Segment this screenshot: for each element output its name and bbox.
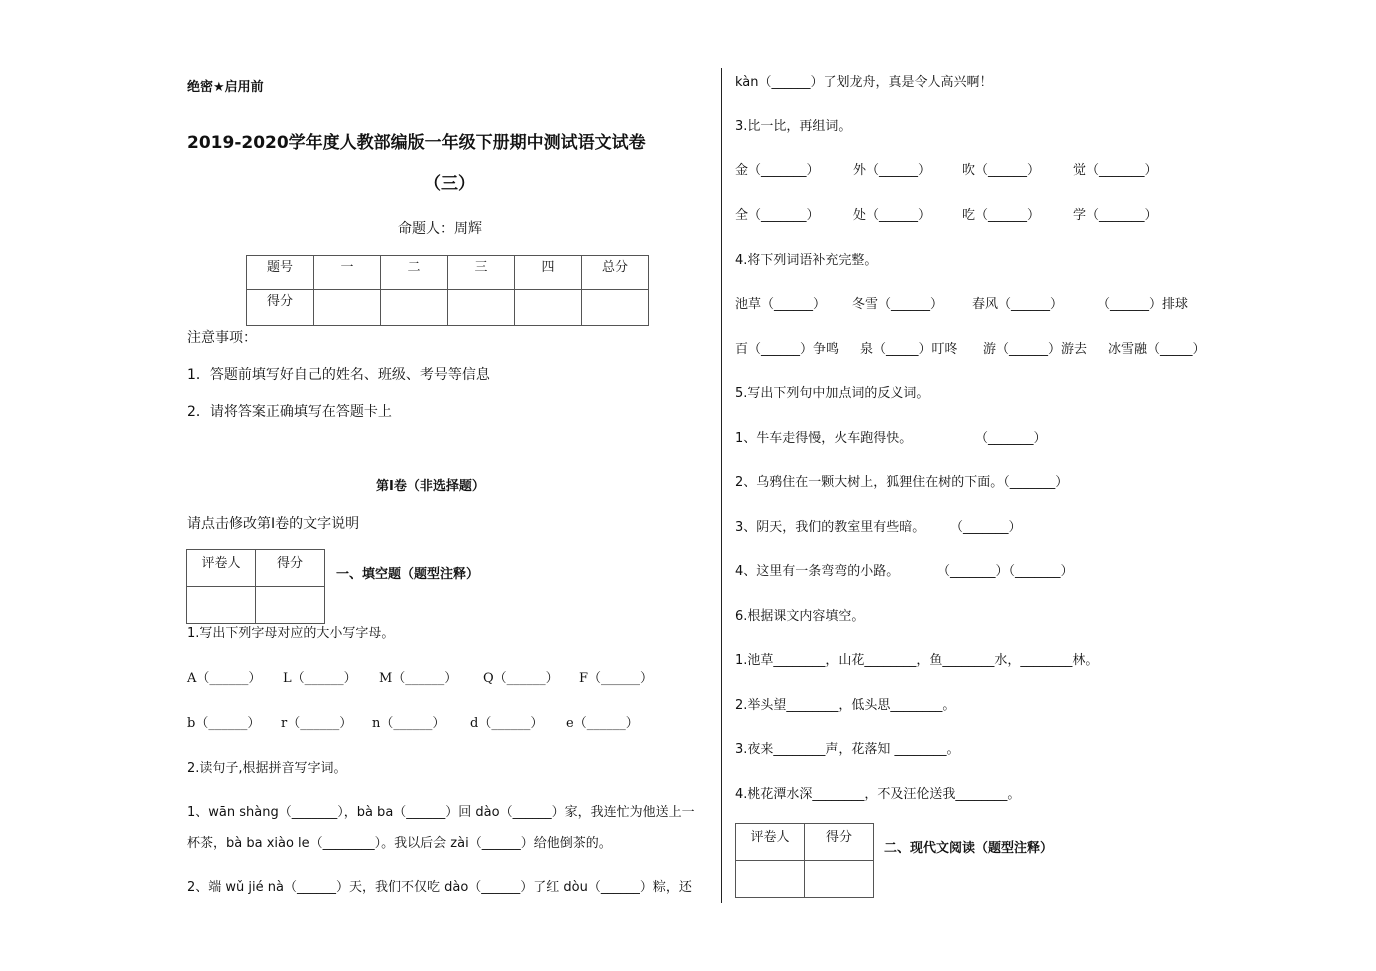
score-cell: 三 (448, 256, 515, 290)
score-cell: 四 (515, 256, 582, 290)
score-cell[interactable] (314, 290, 381, 326)
q1-item: r（______） (281, 716, 353, 731)
score-cell[interactable] (582, 290, 649, 326)
q1-item: n（______） (372, 716, 446, 731)
q2-sentence-2-cont: kàn（______）了划龙舟，真是令人高兴啊！ (735, 75, 993, 90)
q6-line-3: 3.夜来________声，花落知 ________。 (735, 742, 960, 757)
q1-item: e（______） (566, 716, 639, 731)
q4-item: 泉（_____）叮咚 (860, 342, 958, 357)
q4-item: 春风（______） (972, 297, 1064, 312)
q1-item: A（______） (187, 671, 262, 686)
q4-item: （______）排球 (1097, 297, 1189, 312)
score-table-header-row (247, 256, 649, 290)
q3-item: 学（_______） (1073, 208, 1158, 223)
q5-title: 5.写出下列句中加点词的反义词。 (735, 386, 930, 401)
q1-item: M（______） (379, 671, 458, 686)
grader-cell[interactable] (187, 587, 256, 624)
q1-item: L（______） (283, 671, 357, 686)
q3-item: 金（_______） (735, 163, 820, 178)
q4-item: 百（______）争鸣 (735, 342, 840, 357)
q4-item: 冬雪（______） (852, 297, 944, 312)
q4-item: 池草（______） (735, 297, 827, 312)
q3-item: 全（_______） (735, 208, 820, 223)
q1-title: 1.写出下列字母对应的大小写字母。 (187, 626, 395, 641)
score-cell: 得分 (247, 290, 314, 326)
exam-title-suffix: （三） (424, 174, 475, 194)
grader-cell[interactable] (736, 861, 805, 898)
confidential-label: 绝密★启用前 (187, 80, 264, 95)
q1-item: F（______） (579, 671, 654, 686)
notice-item-2: 2．请将答案正确填写在答题卡上 (187, 404, 392, 420)
section-title: 第I卷（非选择题） (376, 479, 485, 494)
q3-item: 吹（______） (962, 163, 1041, 178)
score-cell: 总分 (582, 256, 649, 290)
score-cell: 一 (314, 256, 381, 290)
q5-blank-4: （_______）（_______） (937, 564, 1074, 579)
score-table-score-row (247, 290, 649, 326)
section-description: 请点击修改第I卷的文字说明 (187, 516, 360, 532)
column-divider (721, 68, 722, 903)
score-table (246, 255, 649, 326)
q2-sentence-1: 1、wān shàng（_______），bà ba（______）回 dào（______）家，我连忙为他送上一 (187, 805, 695, 820)
notice-item-1: 1．答题前填写好自己的姓名、班级、考号等信息 (187, 367, 490, 383)
score-cell[interactable] (448, 290, 515, 326)
q6-line-4: 4.桃花潭水深________，不及汪伦送我________。 (735, 787, 1021, 802)
grader-table-2 (735, 823, 874, 898)
q1-item: b（______） (187, 716, 261, 731)
q6-title: 6.根据课文内容填空。 (735, 609, 865, 624)
q3-item: 觉（_______） (1073, 163, 1158, 178)
q3-item: 吃（______） (962, 208, 1041, 223)
q5-sentence-4: 4、这里有一条弯弯的小路。 (735, 564, 900, 579)
q4-item: 冰雪融（_____） (1108, 342, 1206, 357)
part1-title: 一、填空题（题型注释） (336, 567, 480, 582)
exam-title: 2019-2020学年度人教部编版一年级下册期中测试语文试卷 (187, 133, 646, 153)
q2-sentence-2: 2、端 wǔ jié nà（______）天，我们不仅吃 dào（______）了红 dòu（______）粽，还 (187, 880, 692, 895)
author-line: 命题人：周辉 (398, 221, 482, 237)
q3-item: 处（______） (853, 208, 932, 223)
q3-item: 外（______） (853, 163, 932, 178)
q4-title: 4.将下列词语补充完整。 (735, 253, 878, 268)
grader-score-label: 得分 (256, 550, 325, 587)
q6-line-2: 2.举头望________，低头思________。 (735, 698, 956, 713)
q2-sentence-1-cont: 杯茶，bà ba xiào le（________）。我以后会 zài（______）给他倒茶的。 (187, 836, 612, 851)
q5-blank-1: （_______） (975, 431, 1047, 446)
q1-item: Q（______） (483, 671, 559, 686)
grader-table (186, 549, 325, 624)
q6-line-1: 1.池草________，山花________，鱼________水，________林。 (735, 653, 1099, 668)
grader-label: 评卷人 (187, 550, 256, 587)
q5-sentence-3: 3、阴天，我们的教室里有些暗。 (735, 520, 926, 535)
score-cell: 题号 (247, 256, 314, 290)
grader-label: 评卷人 (736, 824, 805, 861)
grader-score-cell[interactable] (805, 861, 874, 898)
score-cell[interactable] (515, 290, 582, 326)
q5-blank-3: （_______） (950, 520, 1022, 535)
part2-title: 二、现代文阅读（题型注释） (884, 841, 1054, 856)
q5-sentence-2: 2、乌鸦住在一颗大树上，狐狸住在树的下面。（_______） (735, 475, 1069, 490)
q4-item: 游（______）游去 (983, 342, 1088, 357)
grader-score-label: 得分 (805, 824, 874, 861)
score-cell: 二 (381, 256, 448, 290)
q5-sentence-1: 1、牛车走得慢，火车跑得快。 (735, 431, 913, 446)
q2-title: 2.读句子,根据拼音写字词。 (187, 761, 347, 776)
notice-title: 注意事项： (187, 330, 257, 346)
q3-title: 3.比一比，再组词。 (735, 119, 852, 134)
score-cell[interactable] (381, 290, 448, 326)
q1-item: d（______） (470, 716, 544, 731)
grader-score-cell[interactable] (256, 587, 325, 624)
